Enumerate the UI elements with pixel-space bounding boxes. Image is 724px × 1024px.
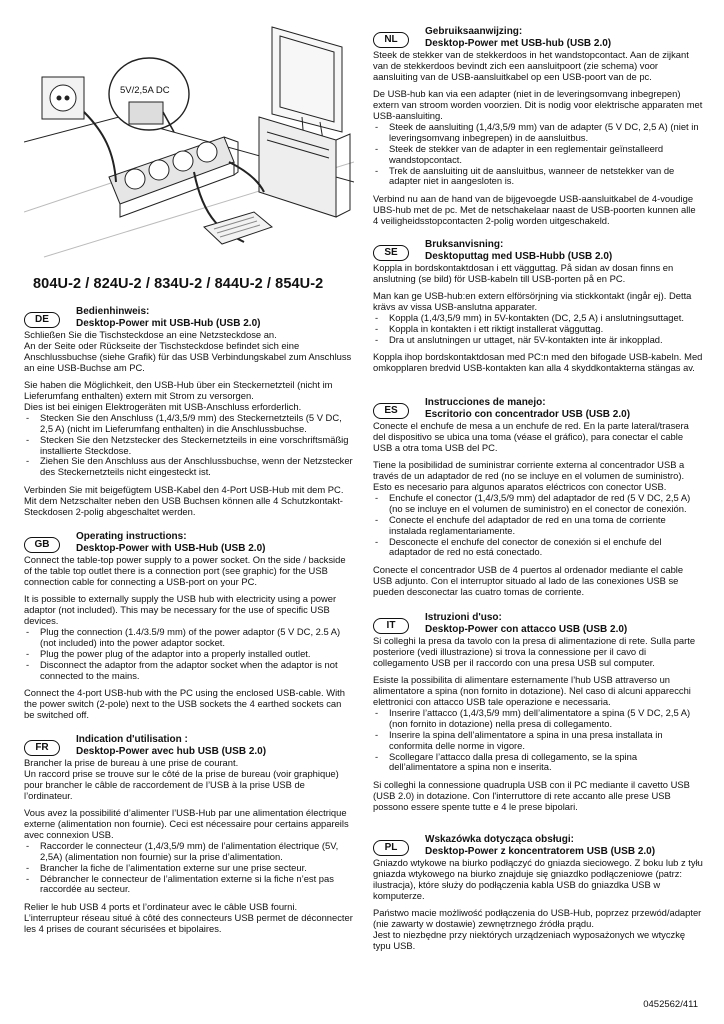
fr-list-item: - Brancher la fiche de l’alimentation externe sur une prise secteur. [24,863,354,874]
de-p1-line2: An der Seite oder Rückseite der Tischsteckdose befindet sich eine Anschlussbuchse (siehe Grafik) für das USB Verbindungskabel zum Anschluss an eine USB-Buchse am PC. [24,339,352,373]
se-p2: Man kan ge USB-hub:en extern elförsörjning via stickkontakt (ingår ej). Detta krävs av vissa USB-anslutna apparater. [373,290,692,313]
nl-list-item: - Steek de aansluiting (1,4/3,5/9 mm) van de adapter (5 V DC, 2,5 A) (niet in leveringsomvang inbegrepen) in de aansluitbus. [373,122,703,144]
de-p2-line2: Dies ist bei einigen Elektrogeräten mit USB-Anschluss erforderlich. [24,400,302,412]
es-p2: Tiene la posibilidad de suministrar corriente externa al concentrador USB a través de un adaptador de red (no se incluye en el volumen de suministro). Esto es necesario para algunos aparatos eléctricos con conector USB. [373,459,685,493]
nl-p3: Verbind nu aan de hand van de bijgevoegde USB-aansluitkabel de 4-voudige UBS-hub met de pc. Met de netschakelaar naast de USB-poorten kunnen alle 4 veiligheidsstopcontacten 2-polig worden uitgeschakeld. [373,192,696,226]
pl-p2-line2: Jest to niezbędne przy niektórych urządzeniach wyposażonych we wtyczkę typu USB. [373,928,686,951]
section-es-subtitle: Escritorio con concentrador USB (USB 2.0) [425,408,631,420]
it-p2: Esiste la possibilita di alimentare esternamente l’hub USB attraverso un alimentatore a spina (non fornito in dotazione). Nel caso di alcuni apparecchi elettronici con attacco USB tale operazione e necessaria. [373,674,691,708]
badge-gb: GB [24,537,60,553]
section-se-title: Bruksanvisning: [425,239,504,250]
badge-it: IT [373,618,409,634]
section-es [373,397,703,604]
document-code: 0452562/411 [643,999,698,1010]
section-it [373,612,703,819]
badge-se: SE [373,245,409,261]
section-nl [373,26,703,233]
gb-list-item: - Disconnect the adaptor from the adaptor socket when the adaptor is not connected to the mains. [24,660,354,682]
es-p3: Conecte el concentrador USB de 4 puertos al ordenador mediante el cable USB adjunto. Con el interruptor situado al lado de las conexiones USB se pueden desconectar las cuatro tomas de corriente. [373,563,684,597]
nl-p1: Steek de stekker van de stekkerdoos in het wandstopcontact. Aan de zijkant van de stekkerdoos bevindt zich een aansluitpoort (zie schema) voor aansluiting van de USB-aansluitkabel op een USB-poort van de pc. [373,49,689,82]
section-gb-title: Operating instructions: [76,531,187,542]
badge-nl: NL [373,32,409,48]
it-list-item: - Inserire la spina dell’alimentatore a spina in una presa installata in conformita delle norme in vigore. [373,730,703,752]
section-fr-subtitle: Desktop-Power avec hub USB (USB 2.0) [76,745,267,757]
it-list-item: - Inserire l’attacco (1,4/3,5/9 mm) dell’alimentatore a spina (5 V DC, 2,5 A) (non fornito in dotazione) nella presa di collegamento. [373,708,703,730]
de-list-item: - Ziehen Sie den Anschluss aus der Anschlussbuchse, wenn der Netzstecker des Steckernetzteils nicht eingesteckt ist. [24,456,354,478]
de-p1-line1: Schließen Sie die Tischsteckdose an eine Netzsteckdose an. [24,329,277,340]
section-de [24,306,354,524]
nl-list-item: - Steek de stekker van de adapter in een reglementair geïnstalleerd wandstopcontact. [373,144,703,166]
model-numbers: 804U-2 / 824U-2 / 834U-2 / 844U-2 / 854U-2 [33,276,324,292]
es-list-item: - Desconecte el enchufe del conector de conexión si el enchufe del adaptador de red no está conectado. [373,537,703,559]
nl-p2: De USB-hub kan via een adapter (niet in de leveringsomvang inbegrepen) extern van stroom worden voorzien. Dit is nodig voor elektrische apparaten met USB-aansluiting. [373,88,703,122]
section-it-title: Istruzioni d'uso: [425,612,502,623]
se-p3: Koppla ihop bordskontaktdosan med PC:n med den bifogade USB-kabeln. Med omkopplaren bredvid USB-kontakten kan alla 4 skyddkontakterna stängas av. [373,351,703,374]
se-list-item: - Dra ut anslutningen ur uttaget, när 5V-kontakten inte är inkopplad. [373,335,703,346]
se-p1: Koppla in bordskontaktdosan i ett vägguttag. På sidan av dosan finns en anslutning (se bild) för USB-kabeln till USB-porten på en PC. [373,262,674,284]
it-list-item: - Scollegare l’attacco dalla presa di collegamento, se la spina dell’alimentatore a spina non e inserita. [373,752,703,774]
fr-list-item: - Débrancher le connecteur de l’alimentation externe si la fiche n’est pas raccordée au secteur. [24,874,354,896]
adapter-label: 5V/2,5A DC [120,85,170,96]
section-fr [24,734,354,941]
es-list-item: - Conecte el enchufe del adaptador de red en una toma de corriente instalada reglamentariamente. [373,515,703,537]
section-pl-subtitle: Desktop-Power z koncentratorem USB (USB 2.0) [425,845,656,857]
section-de-subtitle: Desktop-Power mit USB-Hub (USB 2.0) [76,317,261,329]
section-nl-subtitle: Desktop-Power met USB-hub (USB 2.0) [425,37,612,49]
se-list-item: - Koppla (1,4/3,5/9 mm) in 5V-kontakten (DC, 2,5 A) i anslutningsuttaget. [373,313,703,324]
fr-p3-line1: Relier le hub USB 4 ports et l’ordinateur avec le câble USB fourni. [24,900,298,912]
pl-p2-line1: Państwo macie możliwość podłączenia do USB-Hub, poprzez przewód/adapter (nie zawarty w dostawie) zewnętrznego źródła prądu. [373,907,702,930]
gb-list-item: - Plug the connection (1.4/3.5/9 mm) of the power adaptor (5 V DC, 2.5 A) (not included) into the power adaptor socket. [24,627,354,649]
nl-list-item: - Trek de aansluiting uit de aansluitbus, wanneer de netstekker van de adapter niet in aangesloten is. [373,166,703,188]
gb-list-item: - Plug the power plug of the adaptor into a properly installed outlet. [24,649,354,660]
de-list-item: - Stecken Sie den Netzstecker des Steckernetzteils in eine vorschriftsmäßig installierte Steckdose. [24,435,354,457]
badge-pl: PL [373,840,409,856]
it-p3: Si colleghi la connessione quadrupla USB con il PC mediante il cavetto USB (USB 2.0) in dotazione. Con l'interruttore di rete accanto alle prese USB possono essere spente tutte e 4 le prese bipolari. [373,778,690,812]
section-fr-title: Indication d'utilisation : [76,734,188,745]
es-p1: Conecte el enchufe de mesa a un enchufe de red. En la parte lateral/trasera del dispositivo se ubica una toma (véase el gráfico), para conectar el cable USB a otra toma USB del PC. [373,420,689,453]
de-p3: Verbinden Sie mit beigefügtem USB-Kabel den 4-Port USB-Hub mit dem PC. Mit dem Netzschalter neben den USB Buchsen können alle 4 Schutzkontakt-Steckdosen 2-polig abgeschaltet werden. [24,483,344,517]
es-list-item: - Enchufe el conector (1,4/3,5/9 mm) del adaptador de red (5 V DC, 2,5 A) (no se incluye en el volumen de suministro) en el conector de conexión. [373,493,703,515]
fr-p1-line1: Brancher la prise de bureau à une prise de courant. [24,757,239,768]
gb-p3: Connect the 4-port USB-hub with the PC using the enclosed USB-cable. With the power switch (2-pole) next to the USB sockets the 4 earthed sockets can be switched off. [24,686,345,720]
section-es-title: Instrucciones de manejo: [425,397,546,408]
section-gb [24,531,354,727]
section-de-title: Bedienhinweis: [76,306,150,317]
badge-es: ES [373,403,409,419]
section-it-subtitle: Desktop-Power con attacco USB (USB 2.0) [425,623,628,635]
fr-p2: Vous avez la possibilité d’alimenter l’USB-Hub par une alimentation électrique externe (alimentation non fournie). Ceci est nécessaire pour certains appareils avec connexion USB. [24,807,349,840]
badge-de: DE [24,312,60,328]
it-p1: Si colleghi la presa da tavolo con la presa di alimentazione di rete. Sulla parte posteriore (vedi illustrazione) si trova la connessione per il cavo di collegamento USB per il raccordo con una presa USB sul computer. [373,635,696,668]
de-list-item: - Stecken Sie den Anschluss (1,4/3,5/9 mm) des Steckernetzteils (5 V DC, 2,5 A) (nicht im Lieferumfang enthalten) in die Anschlussbuchse. [24,413,354,435]
de-p2-line1: Sie haben die Möglichkeit, den USB-Hub über ein Steckernetzteil (nicht im Lieferumfang enthalten) extern mit Strom zu versorgen. [24,379,333,402]
section-se-subtitle: Desktoputtag med USB-Hubb (USB 2.0) [425,250,613,262]
fr-p1-line2: Un raccord prise se trouve sur le côté de la prise de bureau (voir graphique) pour brancher le câble de raccordement de l’USB à la prise USB de l’ordinateur. [24,767,339,801]
section-nl-title: Gebruiksaanwijzing: [425,26,523,37]
pl-p1: Gniazdo wtykowe na biurko podłączyć do gniazda sieciowego. Z boku lub z tyłu gniazda wtykowego na biurko znajduje się gniazdko podłączeniowe (patrz: ilustracja), które służy do podłączenia kabla USB do gniazdka USB w komputerze. [373,857,703,901]
fr-list-item: - Raccorder le connecteur (1,4/3,5/9 mm) de l’alimentation électrique (5V, 2,5A) (alimentation non fournie) sur la prise d’alimentation. [24,841,354,863]
section-se [373,239,703,381]
fr-p3-line2: L’interrupteur réseau situé à côté des connecteurs USB permet de déconnecter les 4 prises de courant sécurisées et bipolaires. [24,911,353,934]
section-pl-title: Wskazówka dotycząca obsługi: [425,834,574,845]
gb-p1: Connect the table-top power supply to a power socket. On the side / backside of the table top outlet there is a connection port (see graphic) for the USB connection cable for connecting a USB-port on your PC. [24,554,346,587]
gb-p2: It is possible to externally supply the USB hub with electricity using a power adaptor (not included). This may be necessary for the use of specific USB devices. [24,593,337,627]
section-gb-subtitle: Desktop-Power with USB-Hub (USB 2.0) [76,542,266,554]
badge-fr: FR [24,740,60,756]
product-illustration [24,22,354,272]
se-list-item: - Koppla in kontakten i ett riktigt installerat vägguttag. [373,324,703,335]
section-pl [373,834,703,958]
